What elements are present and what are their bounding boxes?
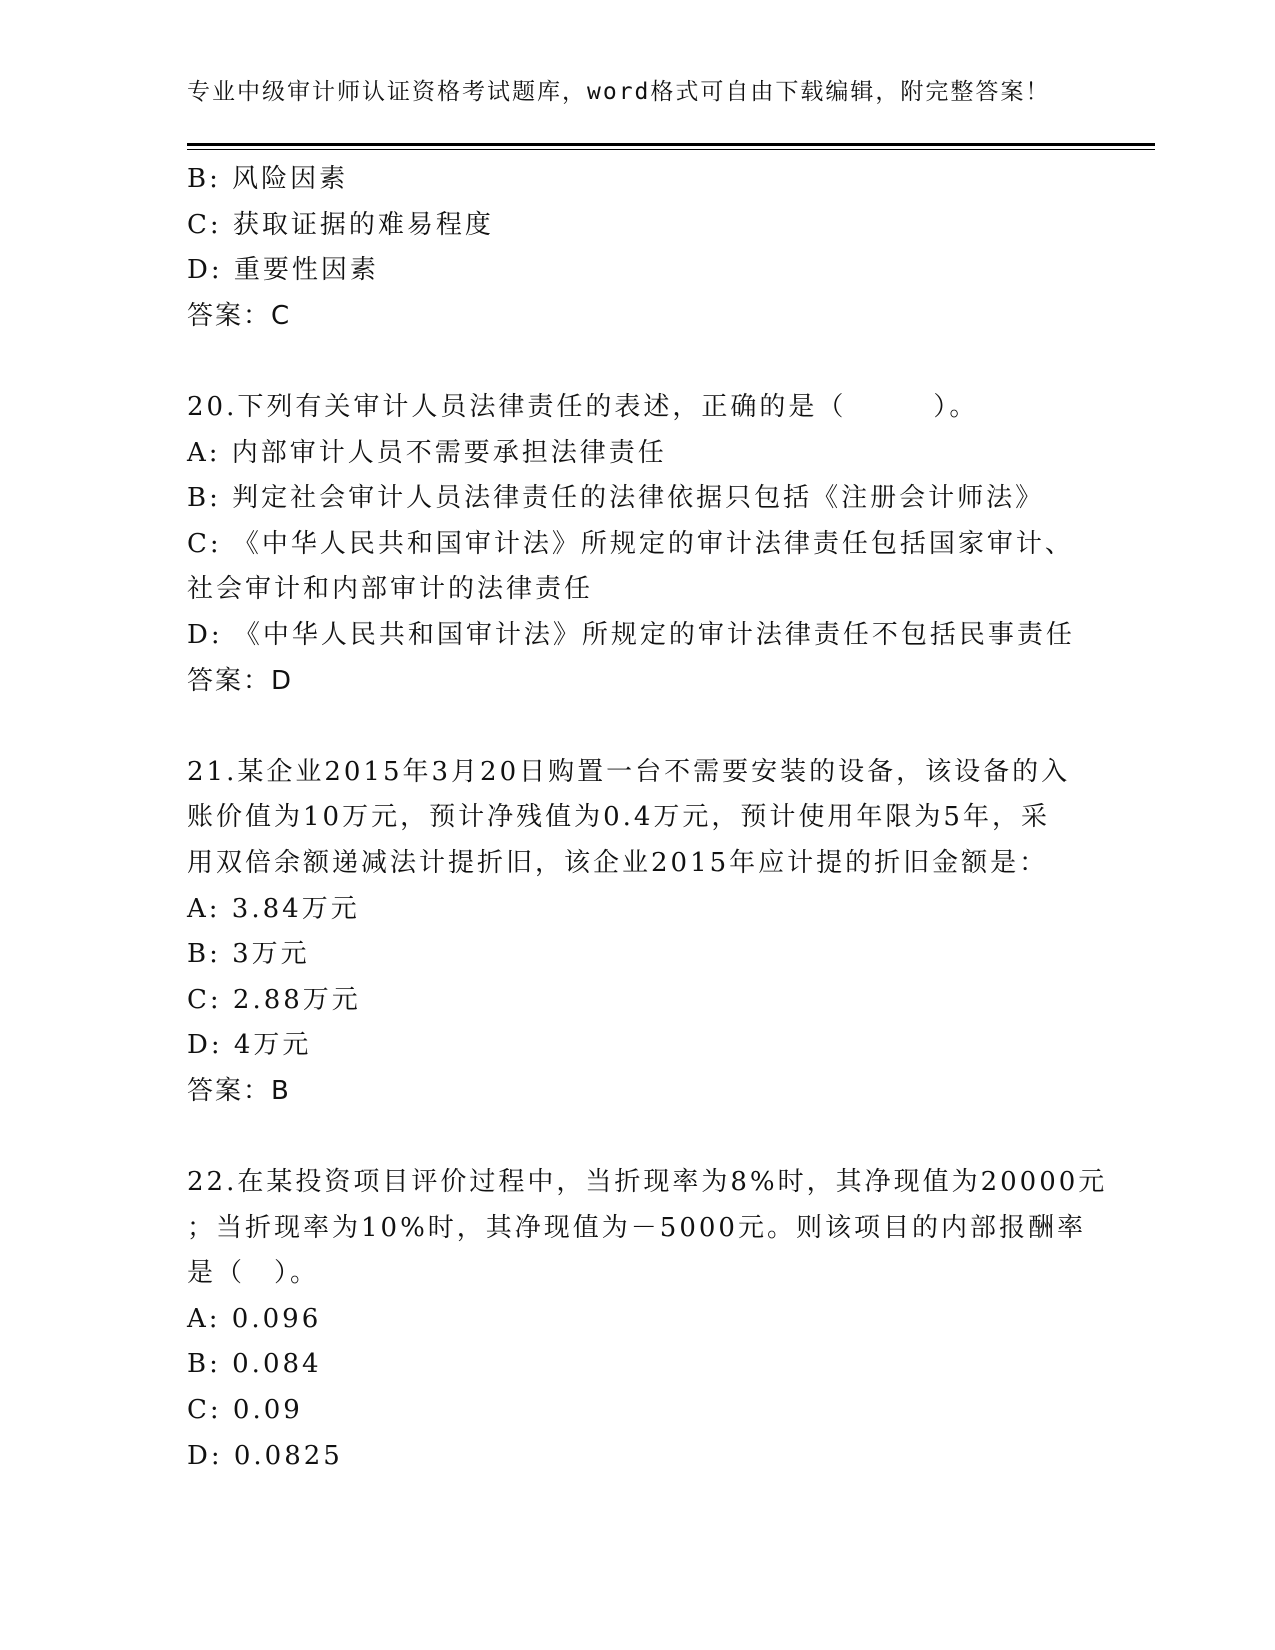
header-rule-thick bbox=[187, 143, 1155, 146]
answer-line: 答案：D bbox=[187, 665, 294, 696]
option-b: B: 0.084 bbox=[187, 1349, 322, 1380]
option-c: C: 2.88万元 bbox=[187, 984, 361, 1015]
header-rule-thin bbox=[187, 149, 1155, 150]
option-d: D: 《中华人民共和国审计法》所规定的审计法律责任不包括民事责任 bbox=[187, 619, 1075, 650]
option-b: B: 判定社会审计人员法律责任的法律依据只包括《注册会计师法》 bbox=[187, 483, 1045, 514]
spacer bbox=[187, 1114, 1087, 1160]
answer-line: 答案：C bbox=[187, 300, 292, 331]
spacer bbox=[187, 339, 1087, 385]
option-b: B: 3万元 bbox=[187, 939, 310, 970]
option-a: A: 3.84万元 bbox=[187, 893, 360, 924]
option-a: A: 0.096 bbox=[187, 1303, 322, 1334]
spacer bbox=[187, 704, 1087, 750]
option-d: D: 0.0825 bbox=[187, 1440, 343, 1471]
question-stem-continued: 用双倍余额递减法计提折旧，该企业2015年应计提的折旧金额是： bbox=[187, 847, 1049, 878]
question-stem-continued: 账价值为10万元，预计净残值为0.4万元，预计使用年限为5年，采 bbox=[187, 802, 1050, 833]
page-content bbox=[187, 157, 1108, 1479]
page-header: 专业中级审计师认证资格考试题库，word格式可自由下载编辑，附完整答案！ bbox=[187, 79, 1051, 105]
option-d: D: 重要性因素 bbox=[187, 255, 379, 286]
answer-line: 答案：B bbox=[187, 1075, 291, 1106]
question-stem-continued: 是（ ）。 bbox=[187, 1258, 320, 1289]
option-b: B: 风险因素 bbox=[187, 164, 349, 194]
option-c: C: 获取证据的难易程度 bbox=[187, 209, 494, 240]
question-stem: 20.下列有关审计人员法律责任的表述，正确的是（ ）。 bbox=[187, 391, 979, 422]
option-c-continued: 社会审计和内部审计的法律责任 bbox=[187, 574, 594, 605]
option-c: C: 《中华人民共和国审计法》所规定的审计法律责任包括国家审计、 bbox=[187, 528, 1074, 559]
option-d: D: 4万元 bbox=[187, 1030, 312, 1061]
question-stem: 22.在某投资项目评价过程中，当折现率为8%时，其净现值为20000元 bbox=[187, 1167, 1108, 1198]
question-stem: 21.某企业2015年3月20日购置一台不需要安装的设备，该设备的入 bbox=[187, 756, 1071, 787]
option-a: A: 内部审计人员不需要承担法律责任 bbox=[187, 437, 667, 468]
option-c: C: 0.09 bbox=[187, 1395, 303, 1426]
question-stem-continued: ；当折现率为10%时，其净现值为－5000元。则该项目的内部报酬率 bbox=[187, 1212, 1086, 1243]
